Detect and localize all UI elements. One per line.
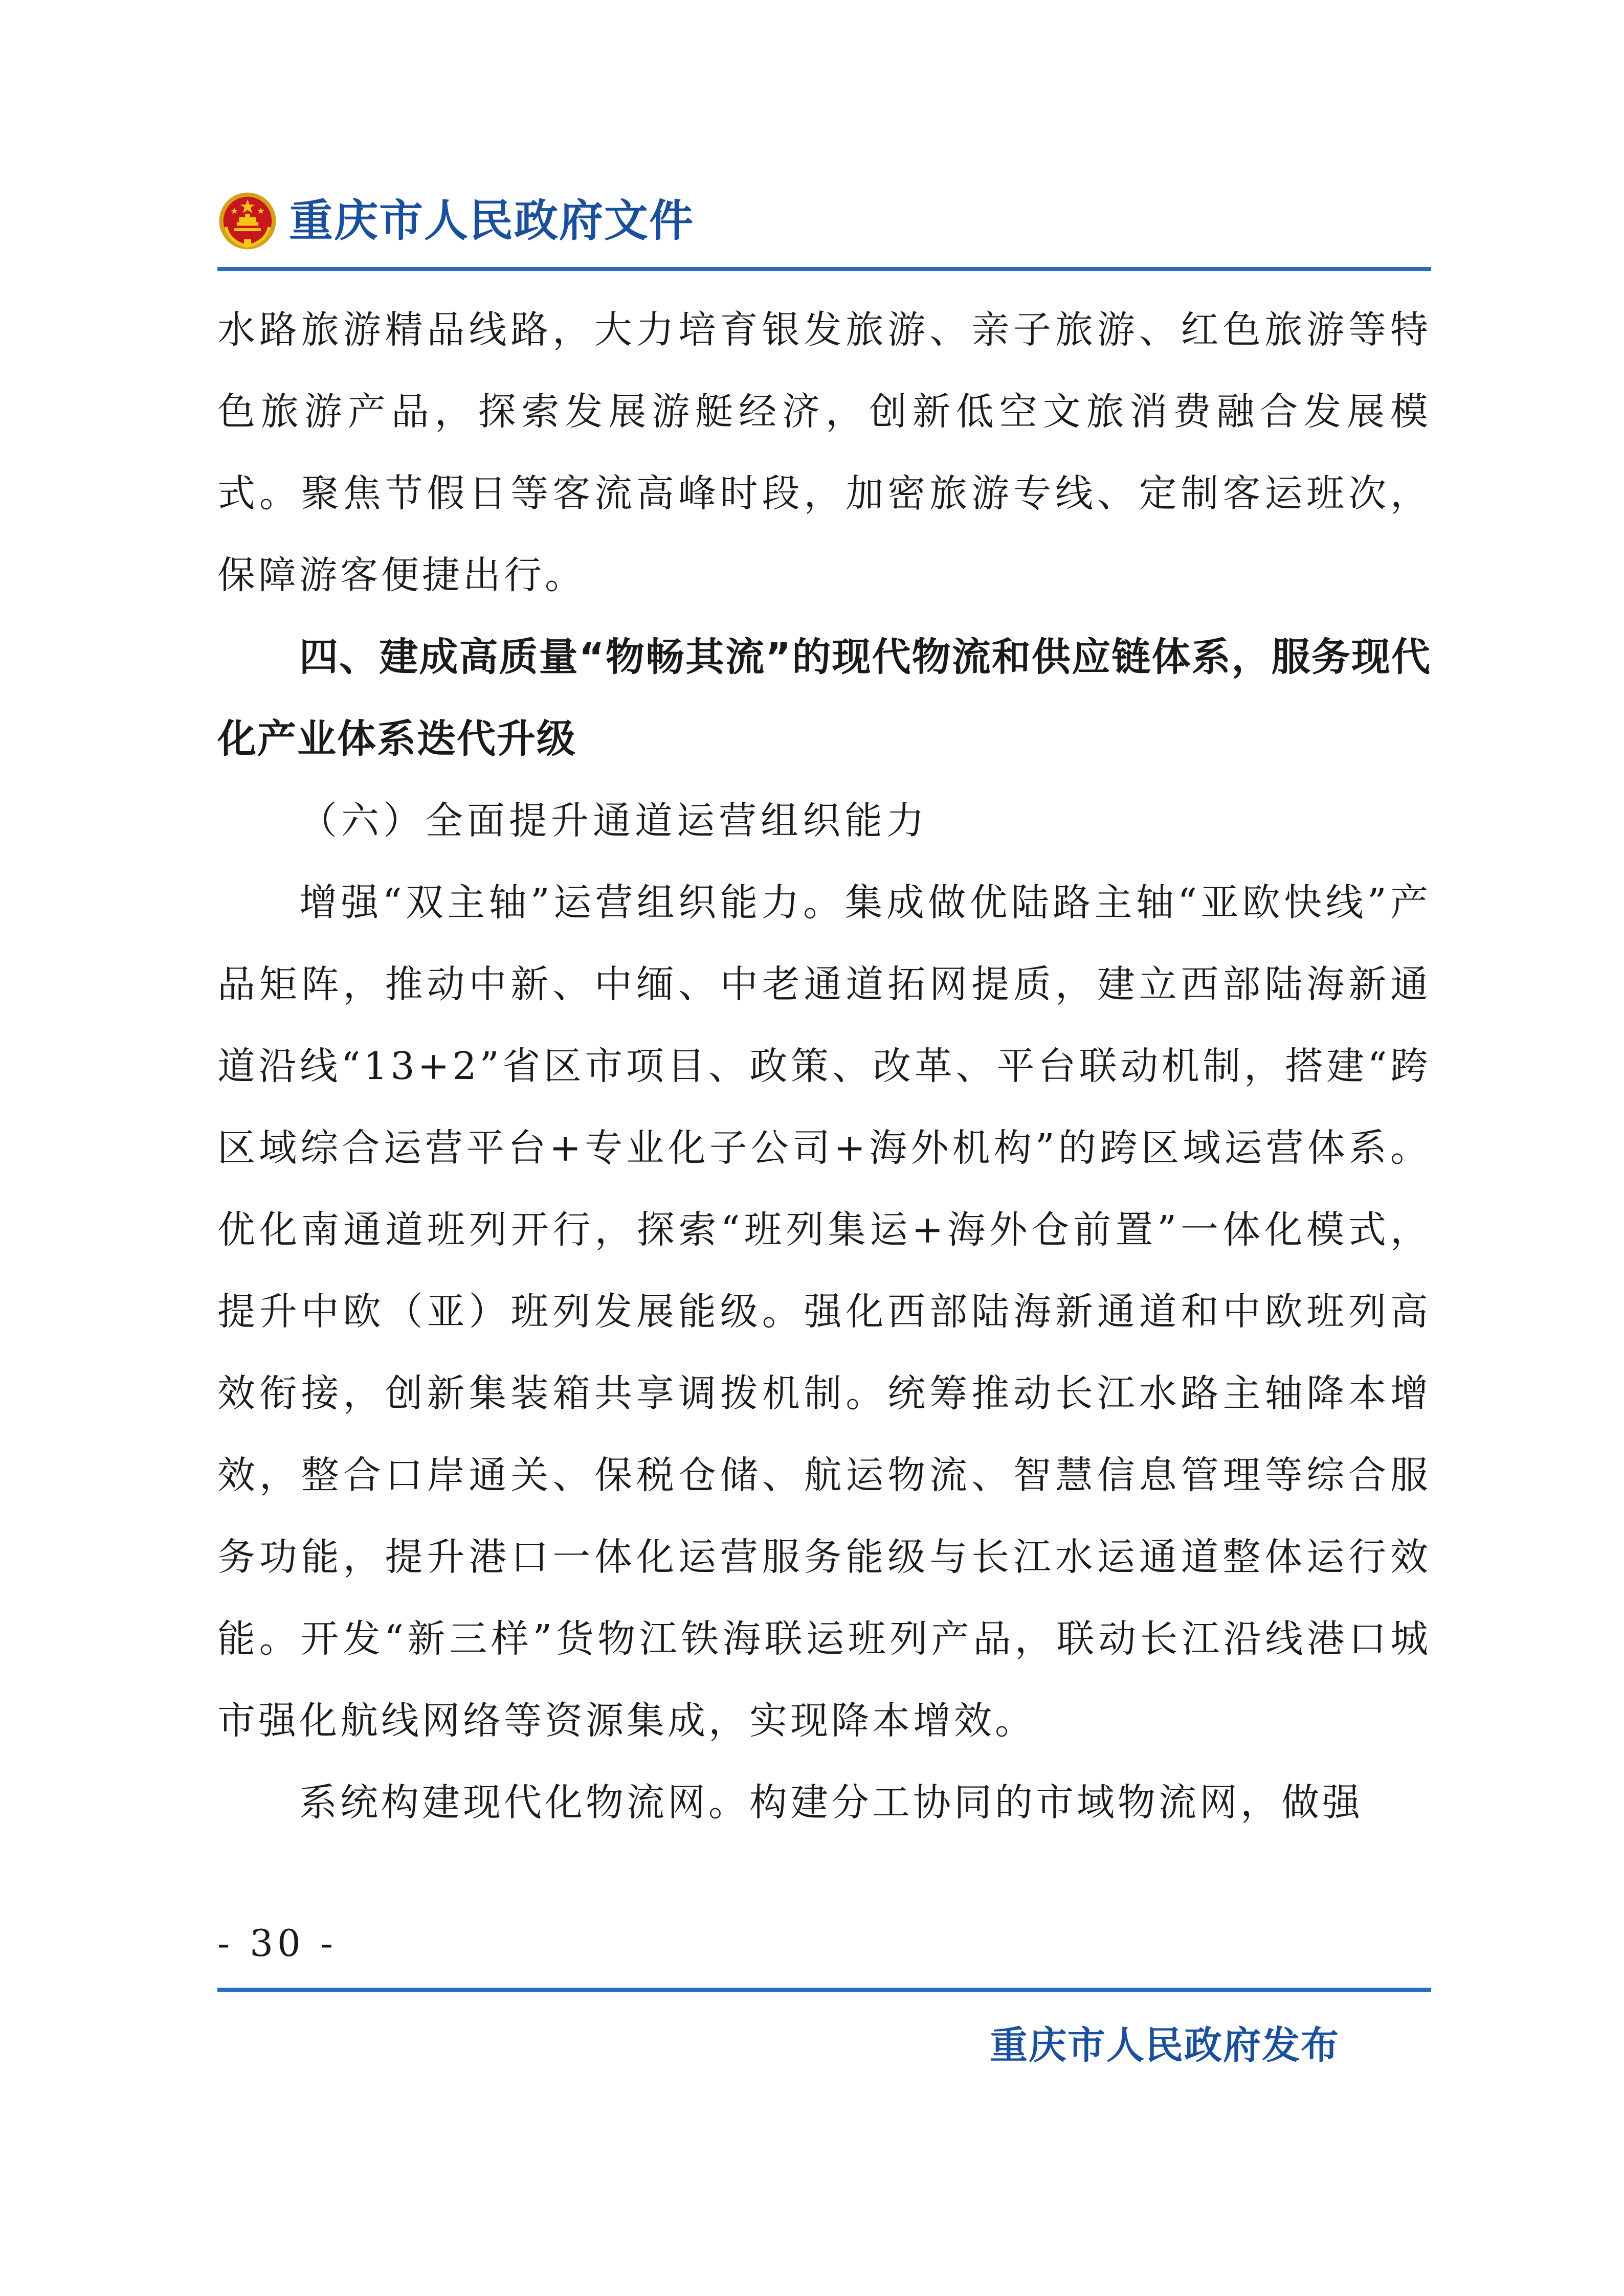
body-paragraph-continued: 水路旅游精品线路，大力培育银发旅游、亲子旅游、红色旅游等特色旅游产品，探索发展游艇经济，创新低空文旅消费融合发展模式。聚焦节假日等客流高峰时段，加密旅游专线、定制客运班次，保障游客便捷出行。 xyxy=(217,308,1431,597)
footer-divider xyxy=(217,1988,1431,1992)
section-heading: 四、建成高质量“物畅其流”的现代物流和供应链体系，服务现代化产业体系迭代升级 xyxy=(217,634,1431,761)
document-header xyxy=(217,182,1442,274)
document-title: 重庆市人民政府文件 xyxy=(289,195,694,246)
body-paragraph: 系统构建现代化物流网。构建分工协同的市域物流网，做强 xyxy=(299,1781,1363,1825)
document-body xyxy=(217,289,1431,1843)
page-number: - 30 - xyxy=(217,1922,338,1965)
subsection-heading: （六）全面提升通道运营组织能力 xyxy=(299,799,928,843)
publisher-footer: 重庆市人民政府发布 xyxy=(990,2023,1340,2067)
national-emblem-icon xyxy=(217,191,278,251)
header-divider xyxy=(217,267,1431,271)
body-paragraph: 增强“双主轴”运营组织能力。集成做优陆路主轴“亚欧快线”产品矩阵，推动中新、中缅、中老通道拓网提质，建立西部陆海新通道沿线“13+2”省区市项目、政策、改革、平台联动机制，搭建“跨区域综合运营平台+专业化子公司+海外机构”的跨区域运营体系。优化南通道班列开行，探索“班列集运+海外仓前置”一体化模式，提升中欧（亚）班列发展能级。强化西部陆海新通道和中欧班列高效衔接，创新集装箱共享调拨机制。统筹推动长江水路主轴降本增效，整合口岸通关、保税仓储、航运物流、智慧信息管理等综合服务功能，提升港口一体化运营服务能级与长江水运通道整体运行效能。开发“新三样”货物江铁海联运班列产品，联动长江沿线港口城市强化航线网络等资源集成，实现降本增效。 xyxy=(217,881,1431,1743)
